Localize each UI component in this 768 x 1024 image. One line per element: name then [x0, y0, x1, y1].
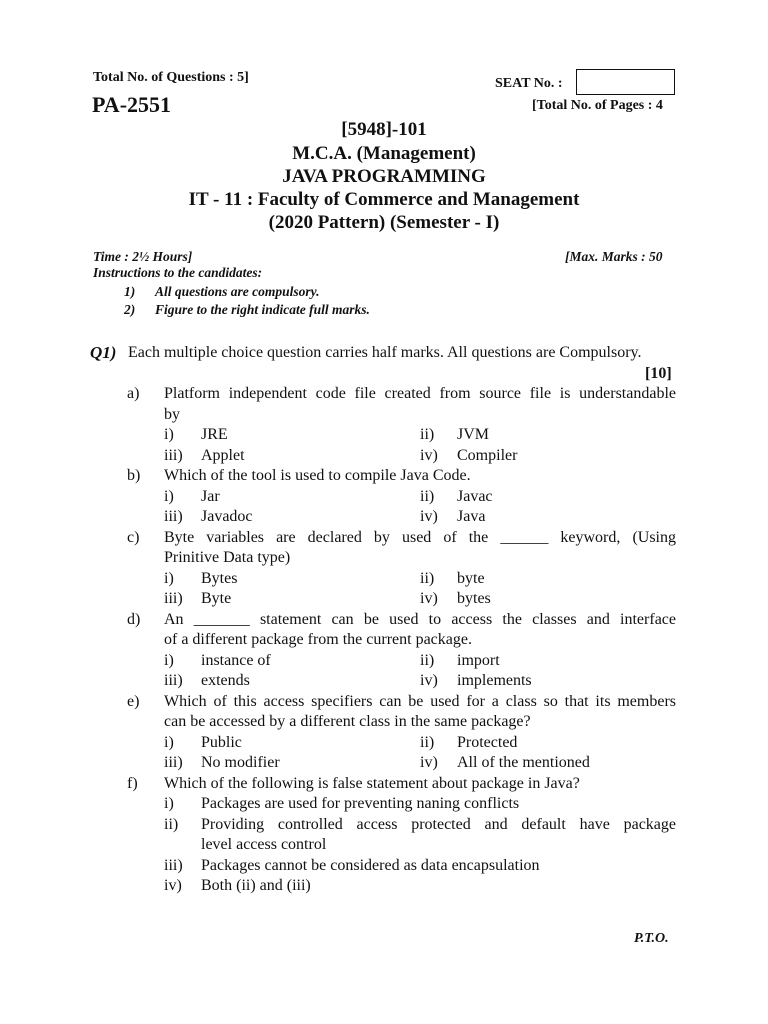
option-text: extends [201, 672, 250, 689]
option-text: Applet [201, 447, 245, 464]
option-number: i) [164, 652, 174, 669]
option-number: ii) [420, 734, 435, 751]
option-number: ii) [420, 652, 435, 669]
option-number: iii) [164, 590, 183, 607]
option-number: ii) [164, 816, 179, 833]
option-text: level access control [201, 836, 327, 853]
option-number: i) [164, 734, 174, 751]
option-number: iv) [420, 590, 438, 607]
option-text: import [457, 652, 500, 669]
option-text: JVM [457, 426, 490, 443]
option-text: Both (ii) and (iii) [201, 877, 311, 894]
option-text: Java [457, 508, 486, 525]
instructions-heading: Instructions to the candidates: [93, 265, 263, 280]
option-text: Packages cannot be considered as data encapsulation [201, 857, 540, 874]
option-number: iv) [164, 877, 182, 894]
item-question-line: Byte variables are declared by used of the ______ keyword, (Using [164, 529, 676, 546]
total-pages: [Total No. of Pages : 4 [532, 98, 663, 113]
option-number: iii) [164, 754, 183, 771]
question-label: Q1) [90, 343, 117, 362]
item-letter: f) [127, 775, 138, 792]
option-number: ii) [420, 488, 435, 505]
item-question-line: by [164, 406, 180, 423]
option-number: ii) [420, 570, 435, 587]
option-text: All of the mentioned [457, 754, 590, 771]
option-text: Packages are used for preventing naning conflicts [201, 795, 520, 812]
option-text: byte [457, 570, 485, 587]
option-text: implements [457, 672, 532, 689]
option-text: No modifier [201, 754, 280, 771]
option-text: JRE [201, 426, 228, 443]
course-name: M.C.A. (Management) [292, 143, 476, 164]
item-question-line: Which of the tool is used to compile Java Code. [164, 467, 471, 484]
faculty-name: IT - 11 : Faculty of Commerce and Management [188, 189, 580, 210]
item-question-line: An _______ statement can be used to access the classes and interface [164, 611, 676, 628]
question-marks: [10] [645, 365, 672, 382]
item-question-line: Prinitive Data type) [164, 549, 291, 566]
paper-code: PA-2551 [92, 92, 172, 117]
option-number: iii) [164, 447, 183, 464]
item-letter: d) [127, 611, 141, 628]
item-question-line: Which of this access specifiers can be used for a class so that its members [164, 693, 676, 710]
item-letter: a) [127, 385, 140, 402]
item-letter: b) [127, 467, 141, 484]
item-letter: e) [127, 693, 140, 710]
item-question-line: Platform independent code file created from source file is understandable [164, 385, 676, 402]
option-text: Providing controlled access protected and default have package [201, 816, 676, 833]
subject-name: JAVA PROGRAMMING [282, 166, 486, 187]
time-allowed: Time : 2½ Hours] [93, 249, 193, 264]
item-question-line: Which of the following is false statement about package in Java? [164, 775, 580, 792]
instruction-text: Figure to the right indicate full marks. [155, 302, 370, 317]
option-number: iii) [164, 508, 183, 525]
option-text: Byte [201, 590, 232, 607]
option-number: iii) [164, 672, 183, 689]
option-text: Javadoc [201, 508, 253, 525]
option-text: Protected [457, 734, 518, 751]
instruction-text: All questions are compulsory. [155, 284, 320, 299]
option-number: i) [164, 795, 174, 812]
option-number: iv) [420, 508, 438, 525]
option-text: Compiler [457, 447, 518, 464]
option-text: bytes [457, 590, 491, 607]
please-turn-over: P.T.O. [634, 931, 669, 946]
option-number: i) [164, 488, 174, 505]
seat-label: SEAT No. : [495, 76, 563, 91]
option-text: Bytes [201, 570, 238, 587]
item-question-line: can be accessed by a different class in the same package? [164, 713, 531, 730]
option-number: iv) [420, 447, 438, 464]
item-question-line: of a different package from the current package. [164, 631, 472, 648]
option-number: iii) [164, 857, 183, 874]
question-text: Each multiple choice question carries half marks. All questions are Compulsory. [128, 344, 642, 361]
option-text: Javac [457, 488, 493, 505]
option-number: i) [164, 426, 174, 443]
seat-number-box[interactable] [576, 69, 675, 95]
pattern-semester: (2020 Pattern) (Semester - I) [268, 212, 500, 233]
instruction-number: 1) [124, 284, 136, 299]
max-marks: [Max. Marks : 50 [565, 249, 663, 264]
option-number: iv) [420, 754, 438, 771]
item-letter: c) [127, 529, 140, 546]
instruction-number: 2) [124, 302, 136, 317]
option-number: iv) [420, 672, 438, 689]
total-questions: Total No. of Questions : 5] [93, 70, 249, 85]
option-number: ii) [420, 426, 435, 443]
option-text: Public [201, 734, 242, 751]
paper-number: [5948]-101 [341, 119, 427, 140]
option-number: i) [164, 570, 174, 587]
option-text: instance of [201, 652, 271, 669]
option-text: Jar [201, 488, 220, 505]
